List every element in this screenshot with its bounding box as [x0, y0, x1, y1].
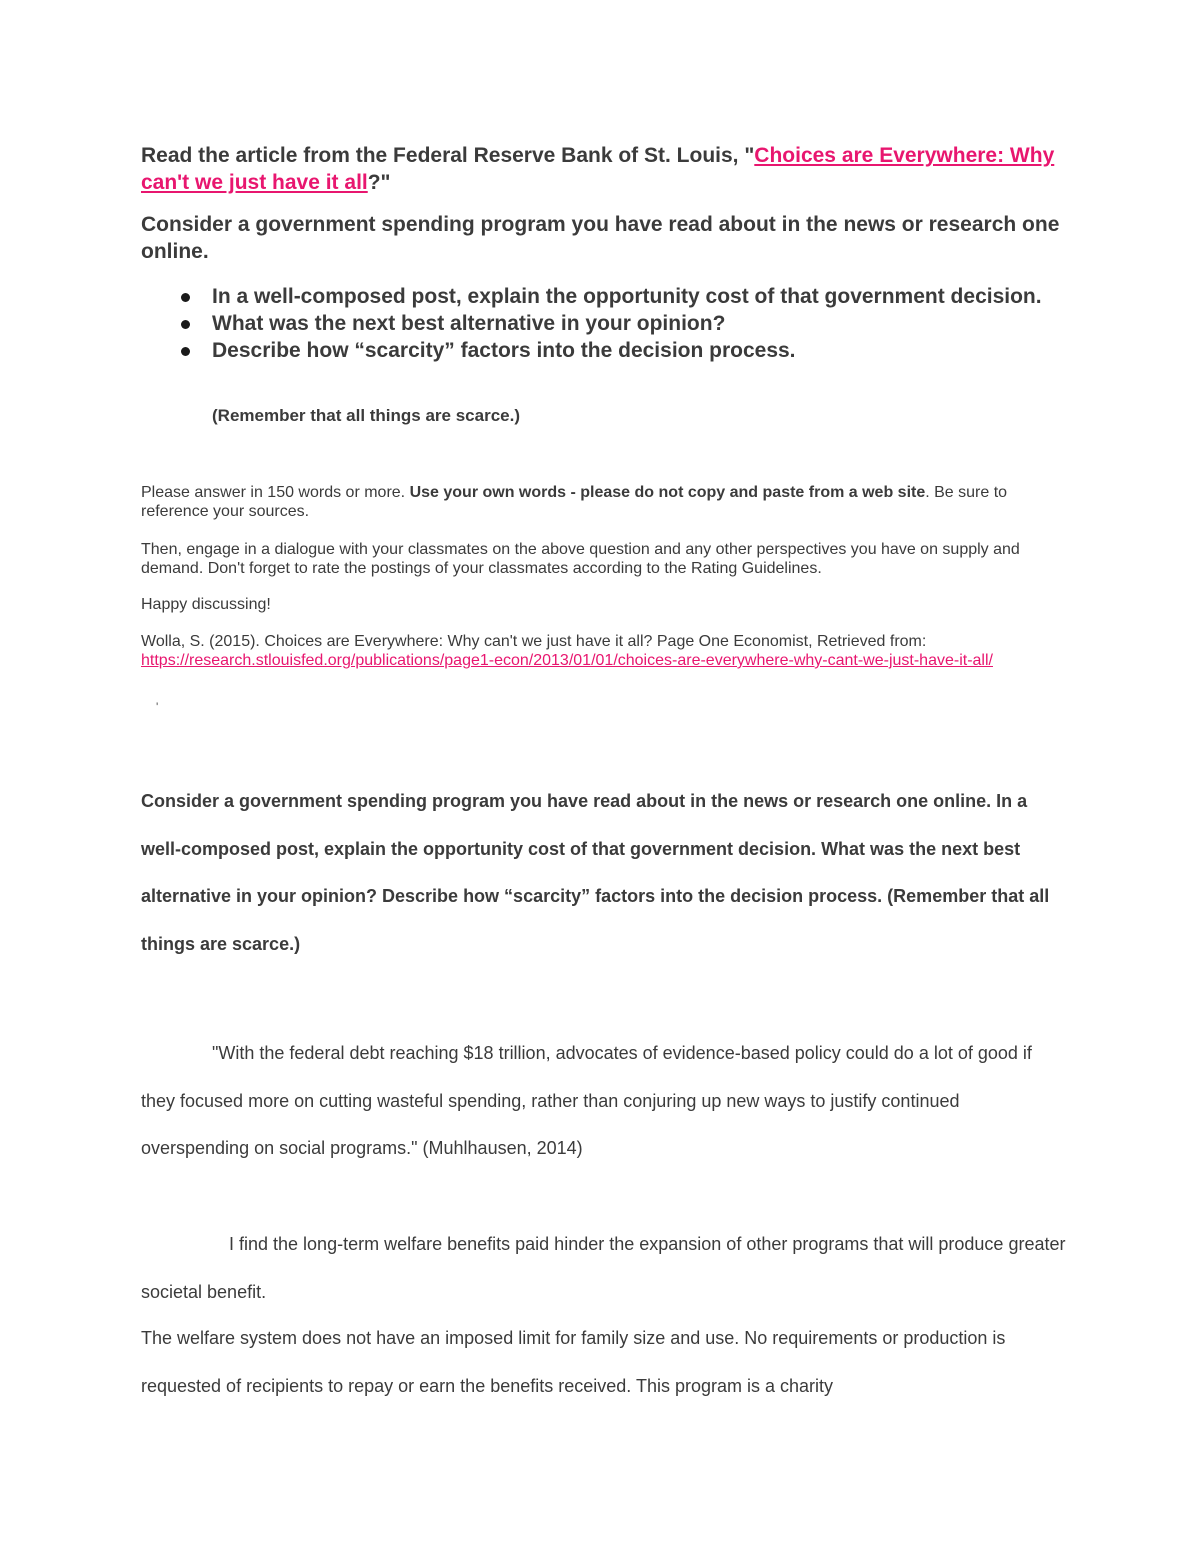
article-link[interactable]: Choices are Everywhere: Why can't we just have it all	[141, 144, 1055, 194]
stray-mark: '	[156, 700, 159, 714]
instructions-dialogue: Then, engage in a dialogue with your classmates on the above question and any other perspectives you have on supply and demand. Don't forget to rate the postings of your classmates according to the Rating Guidelines.	[141, 541, 1020, 577]
reference-text: Wolla, S. (2015). Choices are Everywhere: Why can't we just have it all? Page One Economist, Retrieved from:	[141, 633, 927, 650]
prompt-consider: Consider a government spending program you have read about in the news or research one online.	[141, 213, 1060, 263]
reference-link[interactable]: https://research.stlouisfed.org/publications/page1-econ/2013/01/01/choices-are-everywhere-why-cant-we-just-have-it-all/	[141, 652, 993, 669]
bullet-dot-icon	[181, 320, 190, 329]
instructions-p1-end: . Be sure to reference your sources.	[141, 484, 1008, 520]
prompt-title-prefix: Read the article from the Federal Reserve Bank of St. Louis, "	[141, 144, 755, 167]
instructions-happy: Happy discussing!	[141, 596, 271, 613]
response-paragraph-1: I find the long-term welfare benefits paid hinder the expansion of other programs that will produce greater societal benefit.	[141, 1234, 1066, 1302]
bullet-dot-icon	[181, 347, 190, 356]
remember-note: (Remember that all things are scarce.)	[212, 406, 521, 425]
bullet-text: What was the next best alternative in your opinion?	[212, 312, 726, 335]
prompt-bullet-list	[141, 283, 1061, 364]
response-question: Consider a government spending program you have read about in the news or research one online. In a well-composed post, explain the opportunity cost of that government decision. What was the next best alternative in your opinion? Describe how “scarcity” factors into the decision process. (Remember that all things are scarce.)	[141, 791, 1050, 954]
bullet-item	[141, 283, 1061, 310]
bullet-dot-icon	[181, 293, 190, 302]
bullet-text: Describe how “scarcity” factors into the decision process.	[212, 339, 796, 362]
response-paragraph-2: The welfare system does not have an imposed limit for family size and use. No requirements or production is requested of recipients to repay or earn the benefits received. This program is a charity	[141, 1328, 1006, 1396]
response-quote: "With the federal debt reaching $18 trillion, advocates of evidence-based policy could do a lot of good if they focused more on cutting wasteful spending, rather than conjuring up new ways to justify continued overspending on social programs." (Muhlhausen, 2014)	[141, 1043, 1032, 1158]
instructions-p1-start: Please answer in 150 words or more.	[141, 484, 410, 501]
bullet-item	[141, 310, 1061, 337]
prompt-title-suffix: ?"	[367, 171, 391, 194]
reference	[141, 632, 1066, 670]
bullet-item	[141, 337, 1061, 364]
prompt-title	[141, 142, 1061, 196]
instructions-p1-bold: Use your own words - please do not copy and paste from a web site	[409, 484, 926, 501]
bullet-text: In a well-composed post, explain the opportunity cost of that government decision.	[212, 285, 1042, 308]
instructions-word-count	[141, 483, 1066, 521]
